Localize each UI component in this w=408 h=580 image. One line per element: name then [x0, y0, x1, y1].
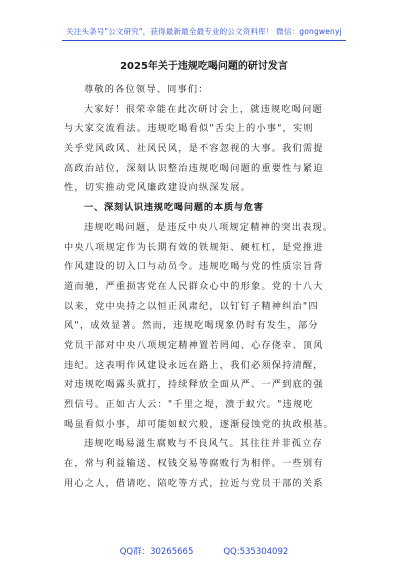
- paragraph-line: 道而驰，严重损害党在人民群众心中的形象。党的十八大: [64, 280, 324, 292]
- paragraph-line: 高政治站位，深刻认识整治违规吃喝问题的重要性与紧迫: [64, 162, 324, 174]
- paragraph-line: 中央八项规定作为长期有效的铁规矩、硬杠杠，是党推进: [64, 241, 324, 253]
- section-heading: 一、深刻认识违规吃喝问题的本质与危害: [84, 202, 264, 214]
- paragraph-line: 关乎党风政风、社风民风，是不容忽视的大事。我们需提: [64, 143, 324, 155]
- header-divider: [62, 40, 346, 41]
- paragraph-line: 喝虽看似小事，却可能如蚁穴般，逐渐侵蚀党的执政根基。: [64, 418, 335, 430]
- paragraph-line: 违规吃喝问题，是违反中央八项规定精神的突出表现。: [84, 221, 334, 233]
- page-title: 2025年关于违规吃喝问题的研讨发言: [120, 61, 288, 72]
- paragraph-line: 以来，党中央持之以恒正风肃纪，以钉钉子精神纠治"四: [64, 300, 319, 312]
- paragraph-line: 大家好！很荣幸能在此次研讨会上，就违规吃喝问题: [84, 103, 323, 115]
- qq-contact-text: QQ:535304092: [223, 547, 289, 557]
- paragraph-line: 违纪。这表明作风建设永远在路上，我们必须保持清醒，: [64, 359, 324, 371]
- paragraph-line: 违规吃喝易滋生腐败与不良风气。其往往并非孤立存: [84, 438, 323, 450]
- paragraph-line: 烈信号。正如古人云："千里之堤，溃于蚁穴。"违规吃: [64, 399, 314, 410]
- footer-contact: [0, 545, 408, 557]
- paragraph-line: 在，常与利益输送、权钱交易等腐败行为相伴。一些别有: [64, 458, 324, 470]
- salutation: 尊敬的各位领导、同事们：: [84, 84, 209, 95]
- paragraph-line: 性，切实推动党风廉政建设向纵深发展。: [64, 182, 251, 194]
- paragraph-line: 风"，成效显著。然而，违规吃喝现象仍时有发生，部分: [64, 320, 319, 332]
- header-banner: 关注头条号"公文研究"，获得最新最全最专业的公文资料库！ 微信：gongwenyj: [66, 27, 342, 36]
- paragraph-line: 对违规吃喝露头就打，持续释放全面从严、一严到底的强: [64, 379, 324, 391]
- document-body: [64, 80, 346, 493]
- paragraph-line: 党员干部对中央八项规定精神置若罔闻、心存侥幸、顶风: [64, 339, 324, 351]
- paragraph-line: 用心之人，借请吃、陪吃等方式，拉近与党员干部的关系: [64, 477, 324, 489]
- qq-group-text: QQ群：30265665: [119, 547, 194, 557]
- paragraph-line: 作风建设的切入口与动员令。违规吃喝与党的性质宗旨背: [64, 261, 324, 273]
- paragraph-line: 与大家交流看法。违规吃喝看似"舌尖上的小事"，实则: [64, 123, 314, 135]
